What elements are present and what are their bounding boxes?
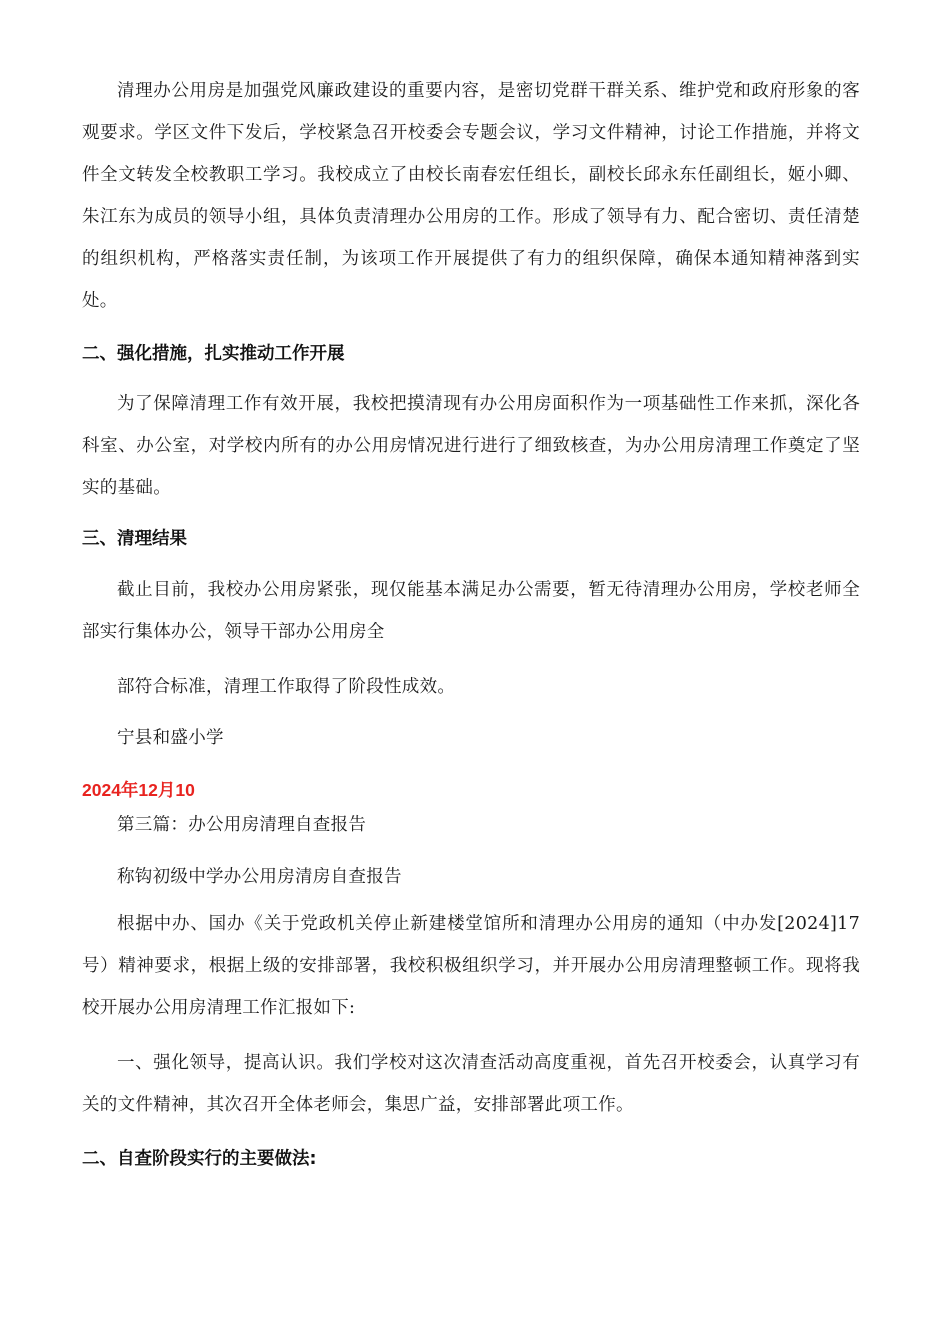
- section-heading-measures: 二、强化措施，扎实推动工作开展: [82, 344, 345, 364]
- part-three-title: 第三篇：办公用房清理自查报告: [117, 815, 367, 835]
- results-paragraph: 截止目前，我校办公用房紧张，现仅能基本满足办公需要，暂无待清理办公用房，学校老师全部实行集体办公，领导干部办公用房全: [82, 580, 860, 642]
- leadership-paragraph: 一、强化领导，提高认识。我们学校对这次清查活动高度重视，首先召开校委会，认真学习有关的文件精神，其次召开全体老师会，集思广益，安排部署此项工作。: [82, 1053, 860, 1115]
- document-date: 2024年12月10: [82, 780, 195, 800]
- report-title: 称钩初级中学办公用房清房自查报告: [117, 867, 402, 887]
- section-heading-results: 三、清理结果: [82, 529, 187, 549]
- section-heading-self-check: 二、自查阶段实行的主要做法:: [82, 1149, 317, 1169]
- measures-paragraph: 为了保障清理工作有效开展，我校把摸清现有办公用房面积作为一项基础性工作来抓，深化各科室、办公室，对学校内所有的办公用房情况进行进行了细致核查，为办公用房清理工作奠定了坚实的基础。: [82, 394, 860, 498]
- results-continued-line: 部符合标准，清理工作取得了阶段性成效。: [117, 677, 456, 697]
- intro-paragraph: 清理办公用房是加强党风廉政建设的重要内容，是密切党群干群关系、维护党和政府形象的客观要求。学区文件下发后，学校紧急召开校委会专题会议，学习文件精神，讨论工作措施，并将文件全文转发全校教职工学习。我校成立了由校长南春宏任组长，副校长邱永东任副组长，姬小卿、朱江东为成员的领导小组，具体负责清理办公用房的工作。形成了领导有力、配合密切、责任清楚的组织机构，严格落实责任制，为该项工作开展提供了有力的组织保障，确保本通知精神落到实处。: [82, 81, 860, 311]
- signature-school-name: 宁县和盛小学: [117, 728, 224, 748]
- basis-paragraph: 根据中办、国办《关于党政机关停止新建楼堂馆所和清理办公用房的通知（中办发[2024]17号）精神要求，根据上级的安排部署，我校积极组织学习，并开展办公用房清理整顿工作。现将我校开展办公用房清理工作汇报如下:: [82, 914, 860, 1018]
